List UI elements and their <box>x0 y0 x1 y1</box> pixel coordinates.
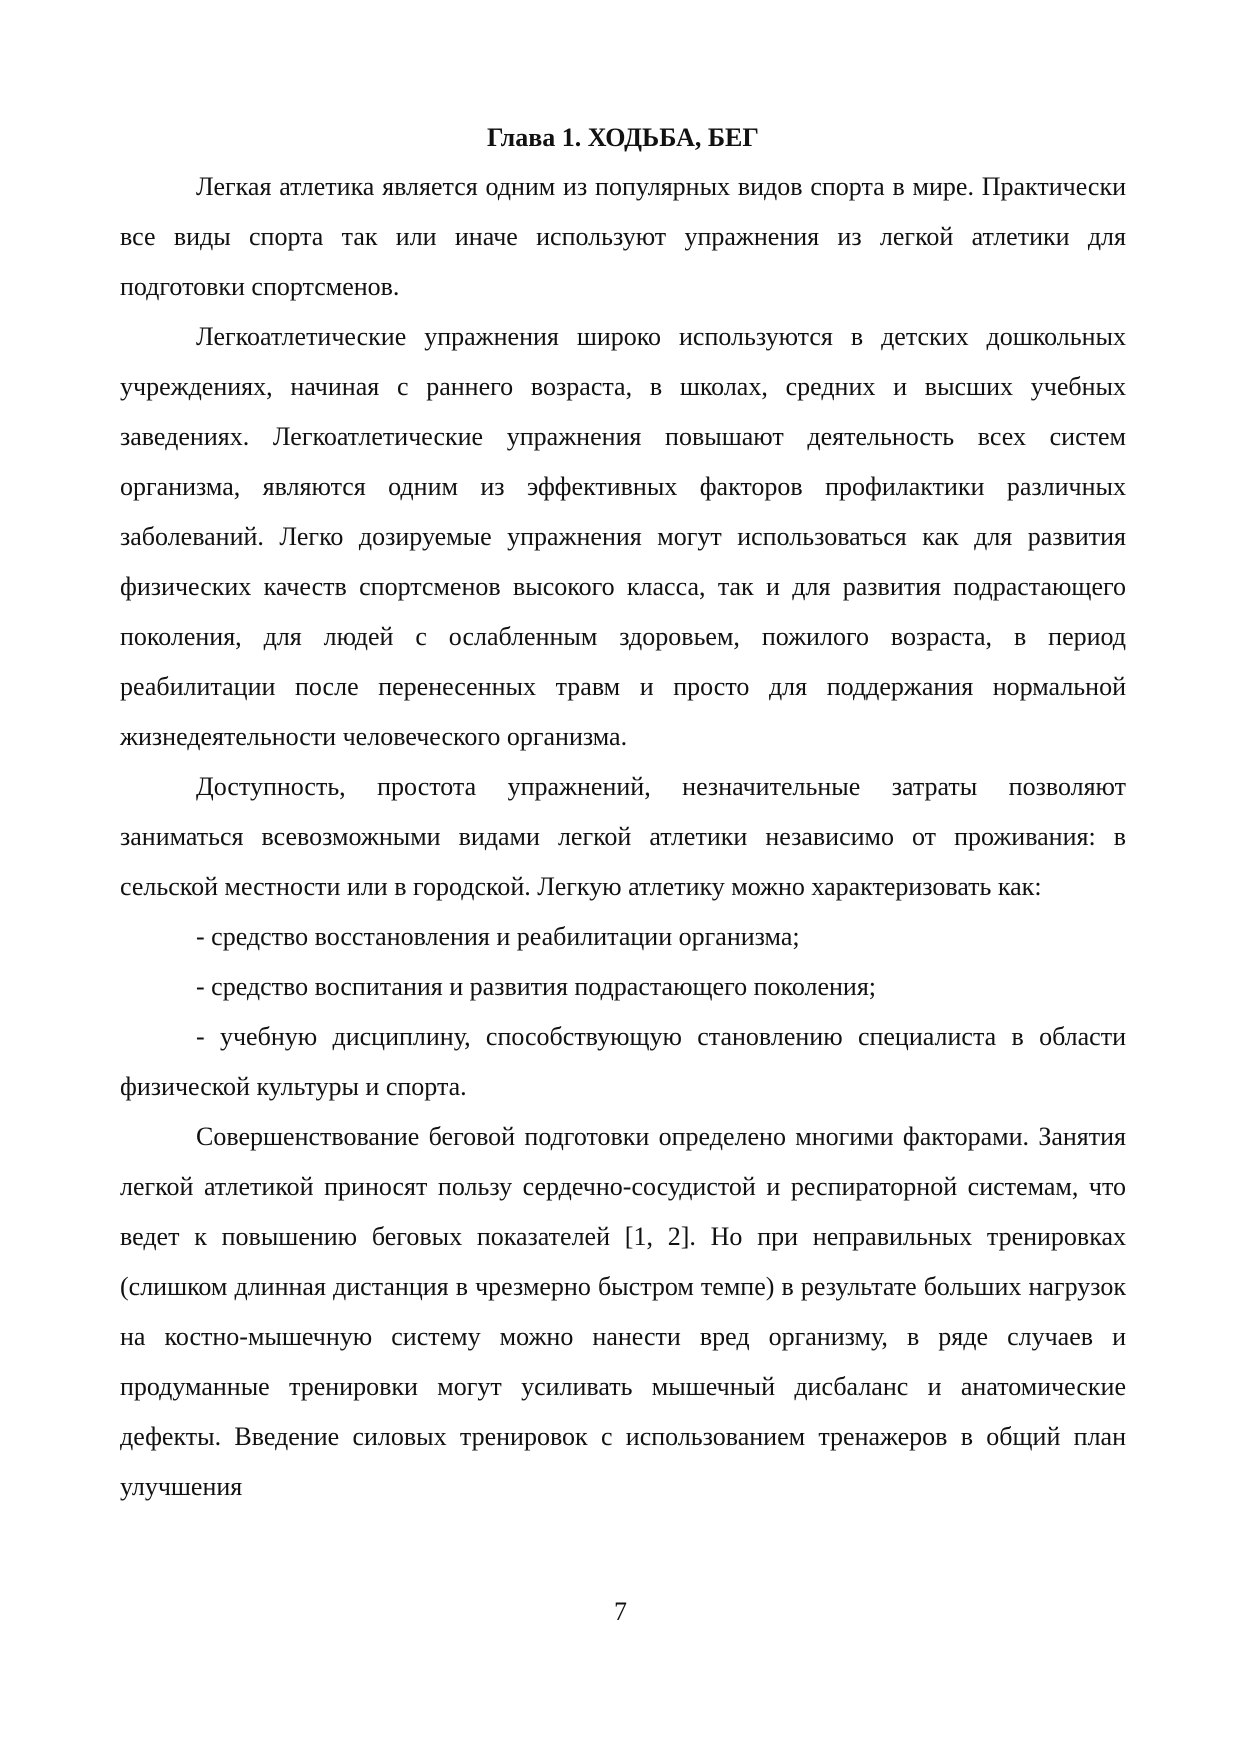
list-item: - средство воспитания и развития подрастающего поколения; <box>196 972 876 1001</box>
paragraph: Легкая атлетика является одним из популярных видов спорта в мире. Практически все виды спорта так или иначе используют упражнения из легкой атлетики для подготовки спортсменов. <box>120 172 1126 301</box>
page-number: 7 <box>614 1597 627 1626</box>
paragraph: Совершенствование беговой подготовки определено многими факторами. Занятия легкой атлетикой приносят пользу сердечно-сосудистой и респираторной системам, что ведет к повышению беговых показателей [1, 2]. Но при неправильных тренировках (слишком длинная дистанция в чрезмерно быстром темпе) в результате больших нагрузок на костно-мышечную систему можно нанести вред организму, в ряде случаев и продуманные тренировки могут усиливать мышечный дисбаланс и анатомические дефекты. Введение силовых тренировок с использованием тренажеров в общий план улучшения <box>120 1122 1126 1501</box>
list-item: - учебную дисциплину, способствующую становлению специалиста в области физической культуры и спорта. <box>120 1022 1126 1101</box>
paragraph: Легкоатлетические упражнения широко используются в детских дошкольных учреждениях, начиная с раннего возраста, в школах, средних и высших учебных заведениях. Легкоатлетические упражнения повышают деятельность всех систем организма, являются одним из эффективных факторов профилактики различных заболеваний. Легко дозируемые упражнения могут использоваться как для развития физических качеств спортсменов высокого класса, так и для развития подрастающего поколения, для людей с ослабленным здоровьем, пожилого возраста, в период реабилитации после перенесенных травм и просто для поддержания нормальной жизнедеятельности человеческого организма. <box>120 322 1126 751</box>
chapter-title: Глава 1. ХОДЬБА, БЕГ <box>487 123 759 152</box>
page-body <box>120 118 1126 1512</box>
paragraph: Доступность, простота упражнений, незначительные затраты позволяют заниматься всевозможными видами легкой атлетики независимо от проживания: в сельской местности или в городской. Легкую атлетику можно характеризовать как: <box>120 772 1126 901</box>
list-item: - средство восстановления и реабилитации организма; <box>196 922 800 951</box>
